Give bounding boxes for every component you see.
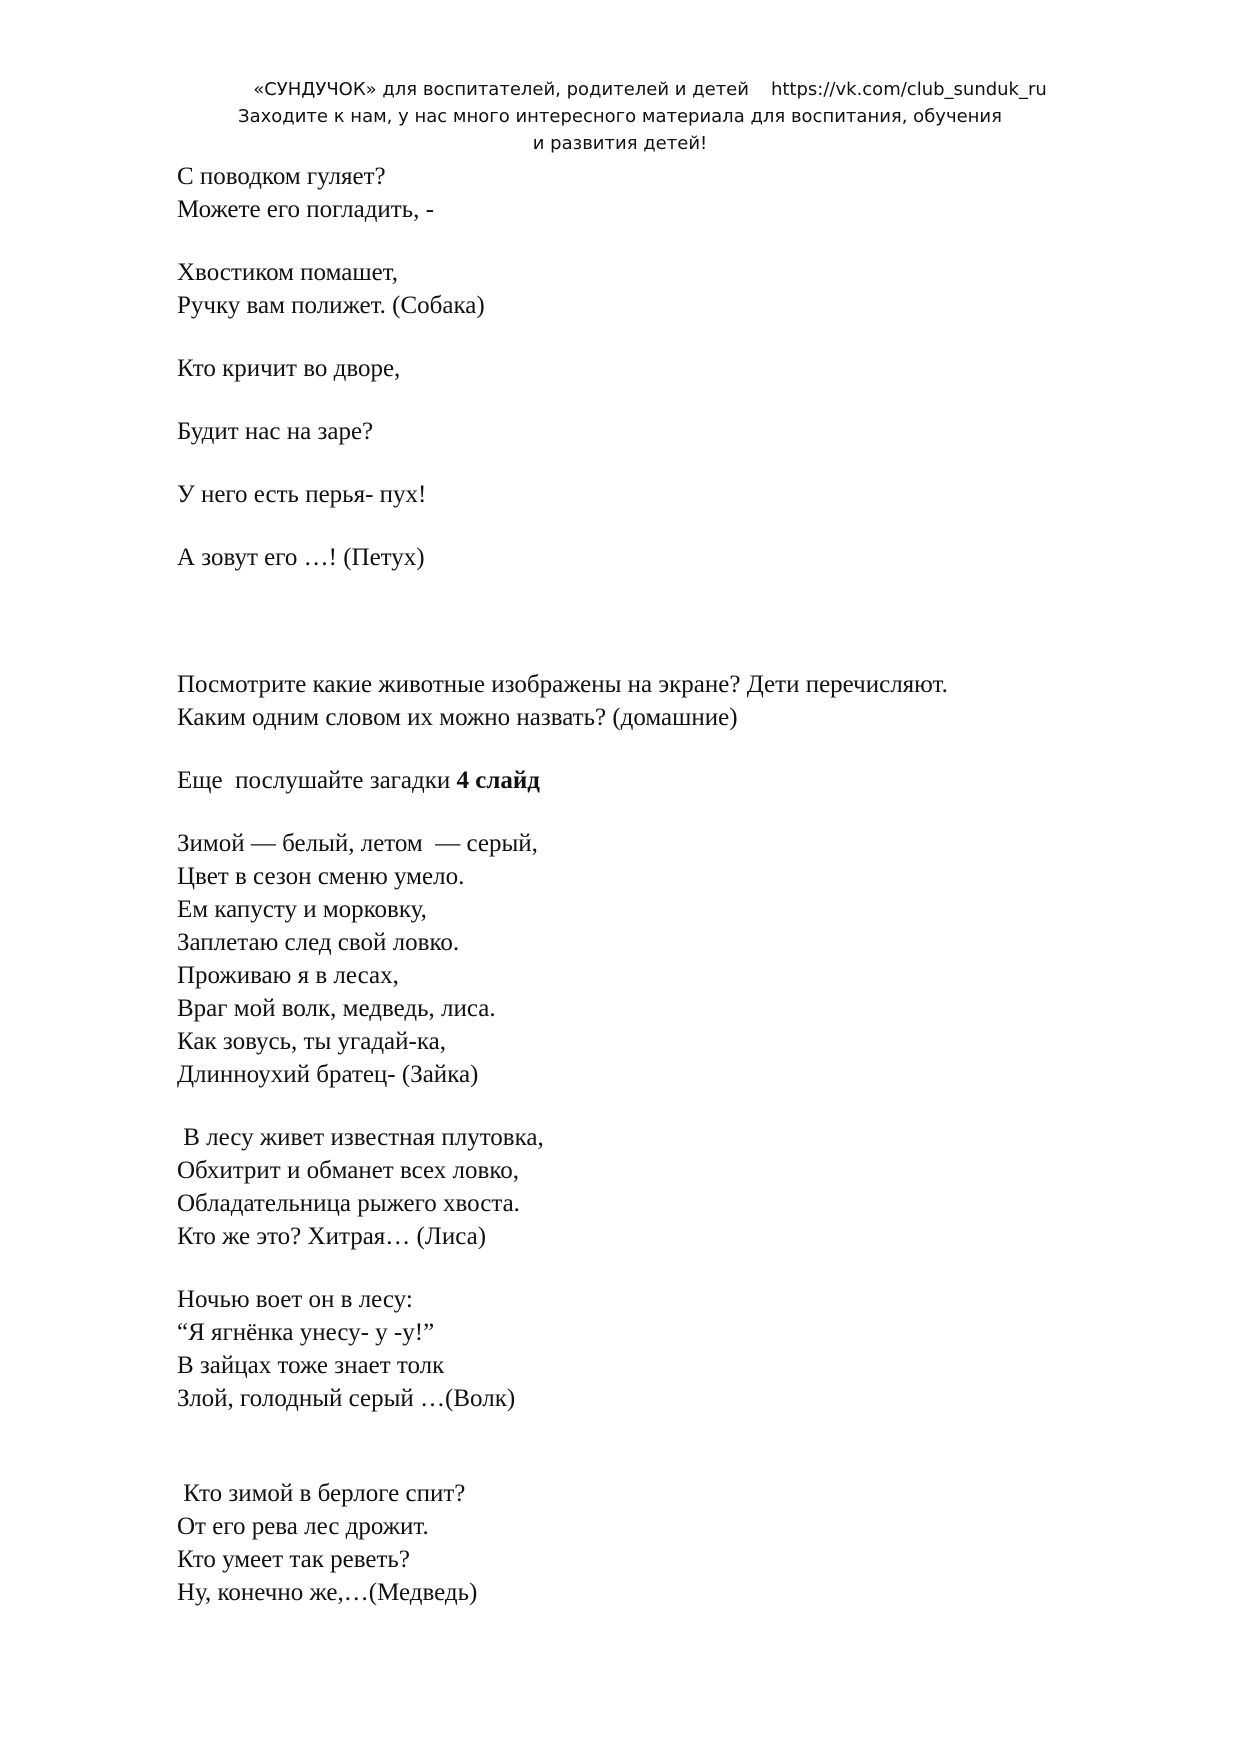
riddle-line: Ночью воет он в лесу: <box>177 1286 413 1313</box>
riddle-line: Обхитрит и обманет всех ловко, <box>177 1157 519 1184</box>
header-title: «СУНДУЧОК» для воспитателей, родителей и детей <box>253 79 749 100</box>
header-line-1 <box>0 76 1240 103</box>
header-url: https://vk.com/club_sunduk_ru <box>770 79 1047 100</box>
riddle-line: Будит нас на заре? <box>177 418 374 445</box>
slide-label: 4 слайд <box>456 767 540 794</box>
riddle-line: Ну, конечно же,…(Медведь) <box>177 1579 478 1606</box>
riddle-line: Кто зимой в берлоге спит? <box>177 1480 466 1507</box>
riddle-line: Хвостиком помашет, <box>177 259 398 286</box>
riddle-line: Кто умеет так реветь? <box>177 1546 410 1573</box>
instruction-line: Посмотрите какие животные изображены на экране? Дети перечисляют. <box>177 671 948 698</box>
riddle-line: Проживаю я в лесах, <box>177 962 399 989</box>
riddle-line: С поводком гуляет? <box>177 163 386 190</box>
riddle-line: А зовут его …! (Петух) <box>177 544 425 571</box>
riddle-line: “Я ягнёнка унесу- у -у!” <box>177 1319 435 1346</box>
riddle-line: Зимой — белый, летом — серый, <box>177 830 538 857</box>
riddle-line: Ем капусту и морковку, <box>177 896 427 923</box>
riddle-line: В зайцах тоже знает толк <box>177 1352 445 1379</box>
instruction-line: Каким одним словом их можно назвать? (домашние) <box>177 704 738 731</box>
riddle-line: Кто кричит во дворе, <box>177 355 401 382</box>
page-header <box>0 76 1240 157</box>
riddle-line: Как зовусь, ты угадай-ка, <box>177 1028 446 1055</box>
riddle-line: У него есть перья- пух! <box>177 481 427 508</box>
riddle-line: Враг мой волк, медведь, лиса. <box>177 995 496 1022</box>
riddle-line: Кто же это? Хитрая… (Лиса) <box>177 1223 487 1250</box>
header-line-2: Заходите к нам, у нас много интересного материала для воспитания, обучения <box>238 106 1002 127</box>
header-line-3: и развития детей! <box>532 133 708 154</box>
riddle-line: Заплетаю след свой ловко. <box>177 929 460 956</box>
instruction-more-text: Еще послушайте загадки <box>177 767 457 794</box>
riddle-line: Ручку вам полижет. (Собака) <box>177 292 485 319</box>
riddle-line: Длинноухий братец- (Зайка) <box>177 1061 479 1088</box>
instruction-more <box>177 764 1177 797</box>
riddle-line: Обладательница рыжего хвоста. <box>177 1190 520 1217</box>
riddle-line: Можете его погладить, - <box>177 196 434 223</box>
riddle-line: В лесу живет известная плутовка, <box>177 1124 544 1151</box>
riddle-line: Цвет в сезон сменю умело. <box>177 863 465 890</box>
riddle-line: Злой, голодный серый …(Волк) <box>177 1385 516 1412</box>
riddle-line: От его рева лес дрожит. <box>177 1513 429 1540</box>
document-body <box>177 160 1177 1609</box>
